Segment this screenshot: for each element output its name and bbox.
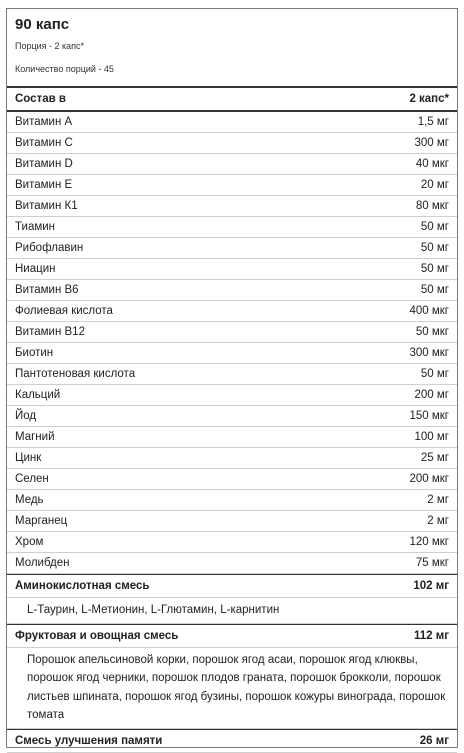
nutrient-amount: 20 мг — [420, 179, 449, 191]
nutrient-row — [7, 364, 457, 385]
nutrient-row — [7, 553, 457, 574]
nutrient-row — [7, 385, 457, 406]
nutrient-name: Фолиевая кислота — [15, 305, 113, 317]
nutrient-amount: 100 мг — [414, 431, 449, 443]
nutrient-name: Марганец — [15, 515, 68, 527]
nutrient-name: Биотин — [15, 347, 54, 359]
nutrient-amount: 150 мкг — [409, 410, 449, 422]
nutrient-row — [7, 217, 457, 238]
nutrient-row — [7, 133, 457, 154]
nutrient-amount: 25 мг — [420, 452, 449, 464]
servings-per-container: Количество порций - 45 — [15, 64, 114, 74]
nutrient-row — [7, 112, 457, 133]
nutrient-amount: 75 мкг — [415, 557, 449, 569]
nutrient-row — [7, 175, 457, 196]
nutrient-row — [7, 301, 457, 322]
nutrient-name: Цинк — [15, 452, 42, 464]
nutrient-amount: 50 мг — [420, 221, 449, 233]
nutrient-row — [7, 427, 457, 448]
column-amount: 2 капс* — [409, 93, 449, 105]
nutrient-amount: 300 мкг — [409, 347, 449, 359]
nutrient-row — [7, 406, 457, 427]
nutrient-amount: 80 мкг — [415, 200, 449, 212]
table-column-header — [7, 88, 457, 112]
facts-header — [7, 9, 457, 86]
nutrient-name: Витамин К1 — [15, 200, 78, 212]
nutrient-row — [7, 532, 457, 553]
nutrient-name: Тиамин — [15, 221, 56, 233]
blend-name: Фруктовая и овощная смесь — [15, 629, 179, 642]
nutrient-amount: 2 мг — [427, 515, 449, 527]
serving-size: Порция - 2 капс* — [15, 41, 85, 51]
blend-amount: 112 мг — [413, 629, 449, 642]
nutrient-name: Кальций — [15, 389, 61, 401]
amino-blend-contents: L-Таурин, L-Метионин, L-Глютамин, L-карнитин — [7, 598, 457, 624]
package-size-title: 90 капс — [15, 16, 70, 33]
nutrient-row — [7, 490, 457, 511]
nutrient-name: Витамин С — [15, 137, 73, 149]
nutrient-amount: 400 мкг — [409, 305, 449, 317]
nutrient-row — [7, 448, 457, 469]
blend-amount: 26 мг — [419, 734, 449, 747]
nutrient-amount: 2 мг — [427, 494, 449, 506]
nutrient-row — [7, 322, 457, 343]
nutrient-amount: 50 мг — [420, 263, 449, 275]
nutrient-name: Медь — [15, 494, 44, 506]
nutrient-name: Витамин В6 — [15, 284, 79, 296]
nutrient-amount: 200 мкг — [409, 473, 449, 485]
nutrient-name: Молибден — [15, 557, 70, 569]
nutrient-row — [7, 343, 457, 364]
nutrient-row — [7, 469, 457, 490]
nutrient-row — [7, 280, 457, 301]
nutrient-amount: 50 мг — [420, 368, 449, 380]
nutrient-name: Витамин Е — [15, 179, 73, 191]
supplement-facts-table — [6, 8, 458, 748]
nutrient-name: Ниацин — [15, 263, 56, 275]
nutrient-amount: 50 мг — [420, 242, 449, 254]
nutrient-name: Пантотеновая кислота — [15, 368, 136, 380]
nutrient-name: Витамин A — [15, 116, 73, 128]
nutrient-amount: 1,5 мг — [417, 116, 449, 128]
nutrient-name: Селен — [15, 473, 49, 485]
blend-name: Смесь улучшения памяти — [15, 734, 163, 747]
nutrient-row — [7, 238, 457, 259]
fruit-blend-row — [7, 624, 457, 648]
nutrient-name: Магний — [15, 431, 55, 443]
nutrient-row — [7, 196, 457, 217]
blend-name: Аминокислотная смесь — [15, 580, 150, 592]
column-label: Состав в — [15, 93, 66, 105]
fruit-blend-contents: Порошок апельсиновой корки, порошок ягод асаи, порошок ягод клюквы, порошок ягод черники, порошок плодов граната, порошок брокколи, порошок листьев шпината, порошок ягод бузины, порошок кожуры винограда, порошок томата — [7, 648, 457, 729]
nutrient-list — [7, 112, 457, 574]
amino-blend-row — [7, 574, 457, 598]
nutrient-name: Витамин D — [15, 158, 73, 170]
nutrient-amount: 120 мкг — [409, 536, 449, 548]
nutrient-amount: 50 мкг — [415, 326, 449, 338]
nutrient-amount: 40 мкг — [415, 158, 449, 170]
nutrient-amount: 50 мг — [420, 284, 449, 296]
nutrient-amount: 200 мг — [414, 389, 449, 401]
memory-blend-row — [7, 729, 457, 753]
nutrient-row — [7, 154, 457, 175]
nutrient-name: Витамин В12 — [15, 326, 85, 338]
nutrient-name: Рибофлавин — [15, 242, 84, 254]
nutrient-row — [7, 259, 457, 280]
nutrient-name: Йод — [15, 410, 37, 422]
nutrient-row — [7, 511, 457, 532]
nutrient-name: Хром — [15, 536, 44, 548]
blend-amount: 102 мг — [413, 580, 449, 592]
nutrient-amount: 300 мг — [414, 137, 449, 149]
